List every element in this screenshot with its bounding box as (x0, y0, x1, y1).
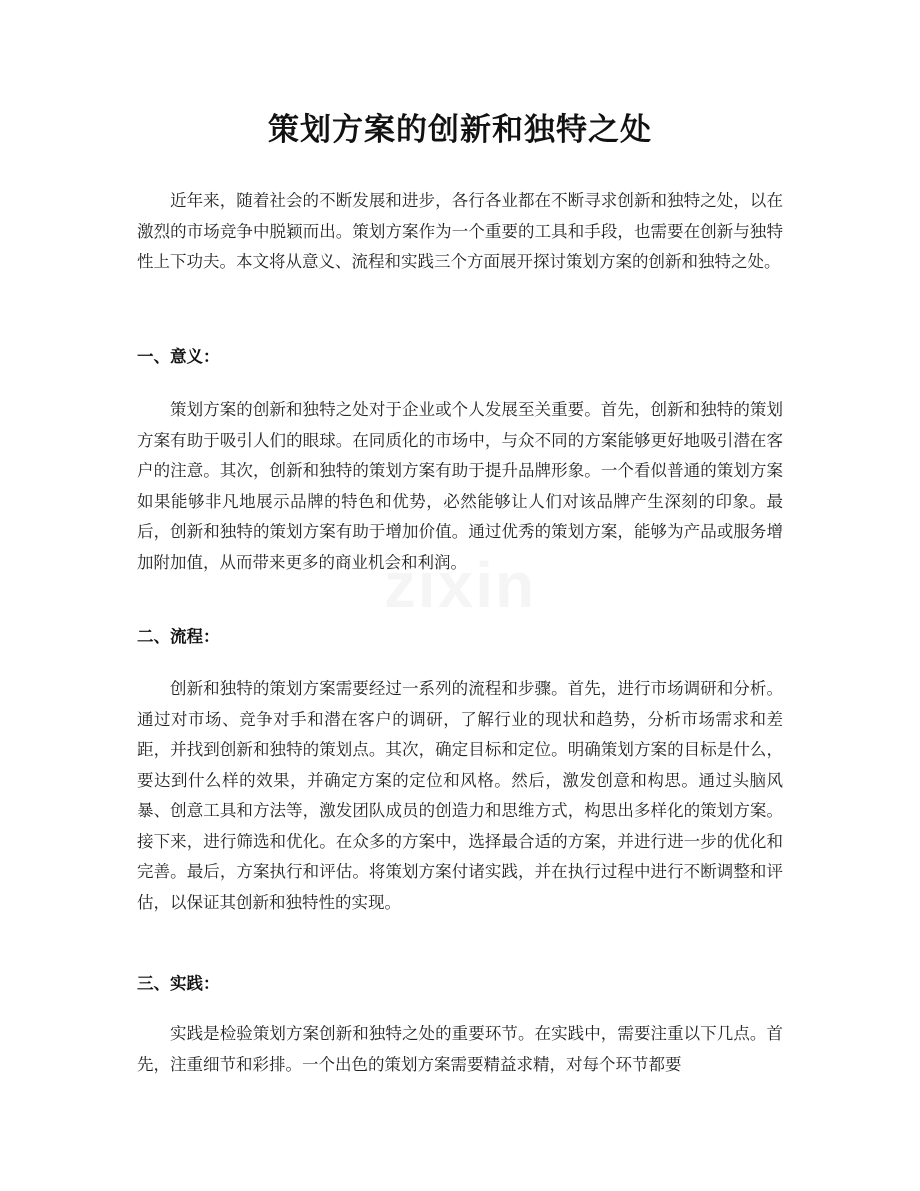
section-body-practice: 实践是检验策划方案创新和独特之处的重要环节。在实践中，需要注重以下几点。首先，注重细节和彩排。一个出色的策划方案需要精益求精，对每个环节都要 (137, 1024, 783, 1074)
section-heading-practice: 三、实践： (137, 974, 220, 993)
section-body-significance: 策划方案的创新和独特之处对于企业或个人发展至关重要。首先，创新和独特的策划方案有助于吸引人们的眼球。在同质化的市场中，与众不同的方案能够更好地吸引潜在客户的注意。其次，创新和独特的策划方案有助于提升品牌形象。一个看似普通的策划方案如果能够非凡地展示品牌的特色和优势，必然能够让人们对该品牌产生深刻的印象。最后，创新和独特的策划方案有助于增加价值。通过优秀的策划方案，能够为产品或服务增加附加值，从而带来更多的商业机会和利润。 (137, 400, 783, 572)
page-title: 策划方案的创新和独特之处 (268, 112, 652, 148)
section-heading-process: 二、流程： (137, 627, 220, 646)
section-heading-significance: 一、意义： (137, 347, 220, 366)
section-body-process: 创新和独特的策划方案需要经过一系列的流程和步骤。首先，进行市场调研和分析。通过对市场、竞争对手和潜在客户的调研，了解行业的现状和趋势，分析市场需求和差距，并找到创新和独特的策划点。其次，确定目标和定位。明确策划方案的目标是什么，要达到什么样的效果，并确定方案的定位和风格。然后，激发创意和构思。通过头脑风暴、创意工具和方法等，激发团队成员的创造力和思维方式，构思出多样化的策划方案。接下来，进行筛选和优化。在众多的方案中，选择最合适的方案，并进行进一步的优化和完善。最后，方案执行和评估。将策划方案付诸实践，并在执行过程中进行不断调整和评估，以保证其创新和独特性的实现。 (137, 679, 783, 912)
intro-paragraph: 近年来，随着社会的不断发展和进步，各行各业都在不断寻求创新和独特之处，以在激烈的市场竞争中脱颖而出。策划方案作为一个重要的工具和手段，也需要在创新与独特性上下功夫。本文将从意义、流程和实践三个方面展开探讨策划方案的创新和独特之处。 (137, 191, 783, 271)
